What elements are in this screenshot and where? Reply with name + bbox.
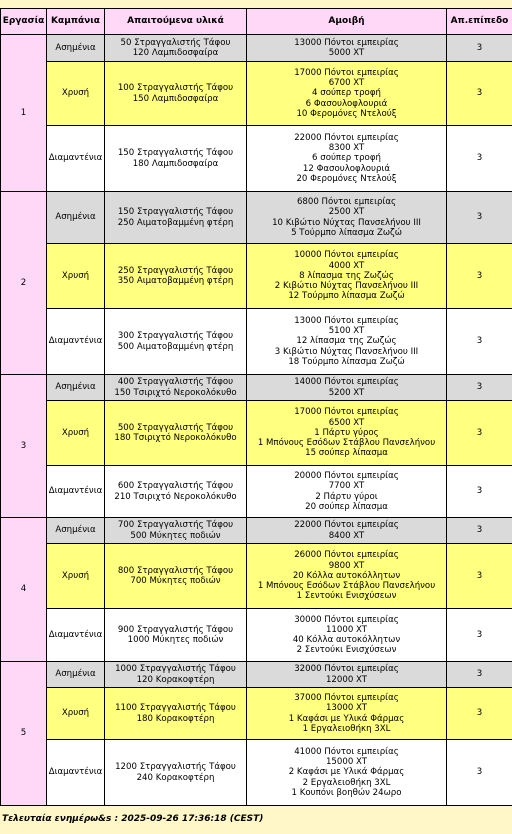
reward-line: 30000 Πόντοι εμπειρίας [294,614,399,625]
materials-cell [105,609,247,662]
reward-line: 26000 Πόντοι εμπειρίας [294,550,399,561]
table-row [1,35,512,62]
reward-cell [247,466,447,518]
reward-cell [247,35,447,62]
materials-cell [105,466,247,518]
table-row [1,401,512,466]
reward-line: 4 σούπερ τροφή [312,88,381,99]
reward-line: 10 Φερομόνες Ντελούξ [296,108,397,119]
reward-line: 15000 XT [325,757,368,768]
materials-cell [105,544,247,609]
reward-line: 32000 Πόντοι εμπειρίας [294,664,399,675]
reward-line: 13000 Πόντοι εμπειρίας [294,315,399,326]
reward-line: 4000 XT [328,260,365,271]
material-line: 150 Στραγγαλιστής Τάφου [117,148,234,159]
campaign-cell: Ασημένια [47,35,105,62]
material-line: 150 Στραγγαλιστής Τάφου [117,207,234,218]
material-line: 700 Μύκητες ποδιών [130,576,221,586]
table-row [1,126,512,192]
materials-cell [105,518,247,544]
material-line: 400 Στραγγαλιστής Τάφου [117,377,234,388]
reward-cell [247,740,447,806]
material-line: 500 Μύκητες ποδιών [130,530,221,541]
materials-cell [105,126,247,192]
reward-line: 5200 XT [328,387,365,398]
reward-cell [247,401,447,466]
material-line: 120 Κορακοφτέρη [136,674,215,685]
reward-cell [247,244,447,309]
reward-cell [247,62,447,126]
reward-line: 20 Κόλλα αυτοκόλλητων [292,570,401,581]
task-number-cell: 5 [1,662,47,806]
materials-cell [105,62,247,126]
reward-line: 22000 Πόντοι εμπειρίας [294,520,399,531]
reward-line: 18 Τούρμπο λίπασμα Ζωζώ [288,356,405,367]
reward-line: 9800 XT [328,560,365,571]
campaign-cell: Χρυσή [47,688,105,740]
campaign-cell: Χρυσή [47,401,105,466]
table-row [1,466,512,518]
reward-line: 37000 Πόντοι εμπειρίας [294,693,399,704]
table-row [1,609,512,662]
reward-line: 10 Κιβώτιο Νύχτας Πανσελήνου III [272,217,421,228]
reward-cell [247,309,447,375]
reward-line: 17000 Πόντοι εμπειρίας [294,67,399,78]
campaign-cell: Ασημένια [47,192,105,244]
material-line: 600 Στραγγαλιστής Τάφου [117,481,234,492]
material-line: 700 Στραγγαλιστής Τάφου [117,520,234,531]
reward-cell [247,688,447,740]
table-body [1,35,512,806]
reward-line: 7700 XT [328,481,365,492]
reward-line: 1 Καφάσι με Υλικά Φάρμας [288,713,405,724]
material-line: 300 Στραγγαλιστής Τάφου [117,331,234,342]
materials-cell [105,35,247,62]
table-row [1,688,512,740]
campaign-table [0,8,512,806]
campaign-cell: Χρυσή [47,244,105,309]
table-row [1,662,512,688]
materials-cell [105,740,247,806]
reward-line: 40 Κόλλα αυτοκόλλητων [292,635,401,645]
reward-cell [247,662,447,688]
reward-line: 2 Κιβώτιο Νύχτας Πανσελήνου III [274,281,419,292]
reward-line: 10000 Πόντοι εμπειρίας [294,250,399,261]
reward-line: 1 Μπόνους Εσόδων Στάβλου Πανσελήνου [257,581,436,592]
material-line: 100 Στραγγαλιστής Τάφου [117,83,234,94]
reward-line: 1 Μπόνους Εσόδων Στάβλου Πανσελήνου [257,438,436,449]
task-number-cell: 1 [1,35,47,192]
reward-line: 6 σούπερ τροφή [312,153,381,164]
reward-line: 1 Εργαλειοθήκη 3XL [302,723,391,734]
reward-line: 41000 Πόντοι εμπειρίας [294,746,399,757]
campaign-cell: Ασημένια [47,518,105,544]
level-cell: 3 [447,244,512,309]
reward-line: 12 Φασουλοφλουριά [302,163,391,174]
level-cell: 3 [447,126,512,192]
reward-line: 2 Πάρτυ γύροι [315,491,378,502]
reward-line: 20 σούπερ λίπασμα [305,501,388,512]
reward-line: 15 σούπερ λίπασμα [305,448,388,459]
campaign-cell: Χρυσή [47,62,105,126]
reward-line: 12 Τούρμπο λίπασμα Ζωζώ [288,291,405,302]
material-line: 210 Τσιριχτό Νεροκολόκυθο [114,491,237,502]
materials-cell [105,401,247,466]
reward-line: 3 Κιβώτιο Νύχτας Πανσελήνου III [274,346,419,357]
reward-line: 2 Εργαλειοθήκη 3XL [302,777,391,788]
table-row [1,375,512,401]
material-line: 500 Στραγγαλιστής Τάφου [117,422,234,433]
material-line: 800 Στραγγαλιστής Τάφου [117,565,234,576]
reward-line: 20 Φερομόνες Ντελούξ [296,173,397,184]
material-line: 150 Λαμπιδοσφαίρα [132,93,219,104]
reward-line: 5000 XT [328,48,365,58]
material-line: 250 Στραγγαλιστής Τάφου [117,265,234,276]
campaign-cell: Χρυσή [47,544,105,609]
material-line: 500 Αιματοβαμμένη φτέρη [117,341,234,352]
header-reward: Αμοιβή [247,9,447,35]
material-line: 900 Στραγγαλιστής Τάφου [117,624,234,635]
material-line: 1200 Στραγγαλιστής Τάφου [115,762,236,773]
level-cell: 3 [447,662,512,688]
last-updated-footer: Τελευταία ενημέρω&s : 2025-09-26 17:36:18 (CEST) [2,814,264,824]
material-line: 150 Τσιριχτό Νεροκολόκυθο [114,387,237,398]
reward-line: 2 Καφάσι με Υλικά Φάρμας [288,767,405,778]
header-row [1,9,512,35]
material-line: 180 Τσιριχτό Νεροκολόκυθο [114,433,237,443]
materials-cell [105,688,247,740]
table-row [1,518,512,544]
material-line: 50 Στραγγαλιστής Τάφου [120,37,231,48]
task-number-cell: 3 [1,375,47,518]
campaign-cell: Διαμαντένια [47,466,105,518]
reward-cell [247,518,447,544]
campaign-cell: Ασημένια [47,375,105,401]
material-line: 180 Λαμπιδοσφαίρα [132,158,219,169]
material-line: 240 Κορακοφτέρη [136,772,215,783]
reward-line: 17000 Πόντοι εμπειρίας [294,407,399,418]
reward-line: 6800 Πόντοι εμπειρίας [296,197,397,208]
material-line: 1000 Μύκητες ποδιών [127,635,224,645]
campaign-cell: Διαμαντένια [47,740,105,806]
materials-cell [105,192,247,244]
table-row [1,544,512,609]
material-line: 120 Λαμπιδοσφαίρα [132,48,219,58]
reward-line: 2500 XT [328,207,365,218]
reward-line: 6 Φασουλοφλουριά [305,98,388,109]
level-cell: 3 [447,401,512,466]
campaign-cell: Διαμαντένια [47,309,105,375]
campaign-cell: Ασημένια [47,662,105,688]
reward-line: 6700 XT [328,78,365,89]
reward-line: 13000 XT [325,703,368,714]
reward-cell [247,375,447,401]
reward-line: 1 Πάρτυ γύρος [314,427,379,438]
level-cell: 3 [447,35,512,62]
reward-line: 8300 XT [328,143,365,154]
level-cell: 3 [447,375,512,401]
reward-line: 20000 Πόντοι εμπειρίας [294,471,399,482]
campaign-cell: Διαμαντένια [47,609,105,662]
header-campaign: Καμπάνια [47,9,105,35]
header-task: Εργασία [1,9,47,35]
reward-line: 11000 XT [325,624,368,635]
level-cell: 3 [447,192,512,244]
level-cell: 3 [447,309,512,375]
materials-cell [105,662,247,688]
table-row [1,192,512,244]
reward-line: 8 λίπασμα της Ζωζώς [299,270,394,281]
reward-line: 13000 Πόντοι εμπειρίας [294,37,399,48]
header-level: Απ.επίπεδο [447,9,512,35]
level-cell: 3 [447,62,512,126]
table-row [1,62,512,126]
reward-line: 6500 XT [328,417,365,428]
task-number-cell: 4 [1,518,47,662]
reward-line: 12 λίπασμα της Ζωζώς [296,336,397,347]
table-row [1,309,512,375]
material-line: 250 Αιματοβαμμένη φτέρη [117,217,234,228]
level-cell: 3 [447,740,512,806]
reward-cell [247,192,447,244]
material-line: 180 Κορακοφτέρη [136,713,215,724]
reward-cell [247,609,447,662]
reward-line: 12000 XT [325,674,368,685]
material-line: 350 Αιματοβαμμένη φτέρη [117,276,234,286]
level-cell: 3 [447,544,512,609]
level-cell: 3 [447,688,512,740]
reward-line: 5100 XT [328,326,365,337]
table-row [1,740,512,806]
reward-line: 1 Σεντούκι Ενισχύσεων [296,591,397,602]
reward-line: 22000 Πόντοι εμπειρίας [294,132,399,143]
reward-line: 8400 XT [328,530,365,541]
material-line: 1100 Στραγγαλιστής Τάφου [115,703,236,714]
level-cell: 3 [447,518,512,544]
level-cell: 3 [447,466,512,518]
reward-cell [247,126,447,192]
materials-cell [105,309,247,375]
reward-line: 1 Κουπόνι βοηθών 24ωρο [291,787,402,798]
material-line: 1000 Στραγγαλιστής Τάφου [115,664,236,675]
table-row [1,244,512,309]
materials-cell [105,375,247,401]
materials-cell [105,244,247,309]
campaign-cell: Διαμαντένια [47,126,105,192]
level-cell: 3 [447,609,512,662]
reward-line: 2 Σεντούκι Ενισχύσεων [296,645,397,656]
header-materials: Απαιτούμενα υλικά [105,9,247,35]
reward-line: 5 Τούρμπο λίπασμα Ζωζώ [291,227,402,238]
reward-cell [247,544,447,609]
task-number-cell: 2 [1,192,47,375]
reward-line: 14000 Πόντοι εμπειρίας [294,377,399,388]
